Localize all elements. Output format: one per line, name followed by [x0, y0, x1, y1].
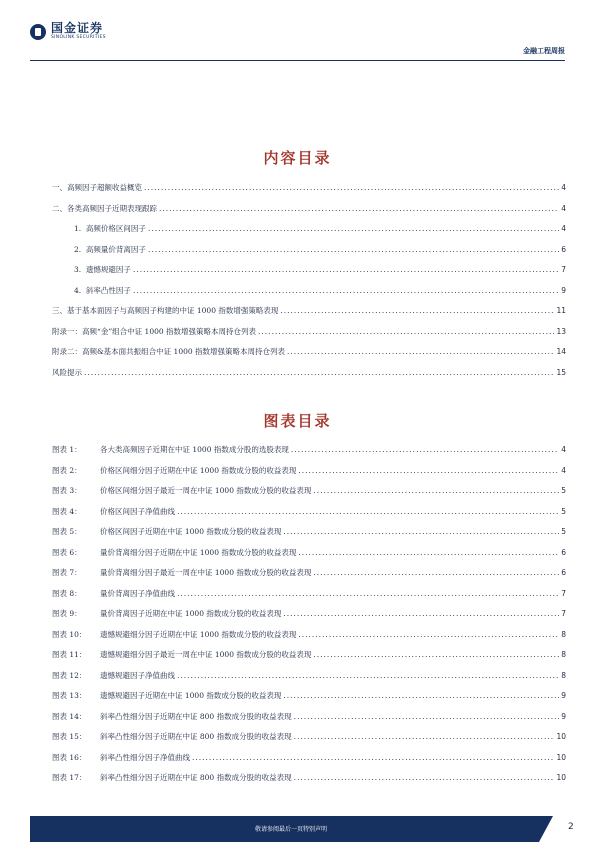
figure-entry-text [52, 588, 175, 599]
figure-number: 图表 3： [52, 486, 82, 495]
figure-entry[interactable] [52, 690, 566, 711]
figure-entry-page: 7 [561, 609, 566, 618]
figure-number: 图表 10： [52, 629, 87, 639]
toc-leader-dots [294, 732, 555, 741]
figure-entry-page: 5 [561, 486, 566, 495]
toc-entry[interactable] [52, 182, 566, 203]
toc-leader-dots [298, 466, 559, 475]
figure-entry-page: 4 [561, 445, 566, 454]
figure-number: 图表 17： [52, 773, 87, 782]
figure-entry-text [52, 670, 175, 681]
figure-entry-text [52, 608, 281, 619]
toc-entry[interactable] [52, 346, 566, 367]
toc-leader-dots [294, 712, 560, 721]
figure-number: 图表 9： [52, 609, 82, 618]
toc-leader-dots [133, 265, 559, 274]
figure-entry-label: 各大类高频因子近期在中证 1000 指数成分股的选股表现 [100, 445, 289, 454]
toc-entry[interactable] [52, 264, 566, 285]
figure-entry-label: 量价背离细分因子最近一周在中证 1000 指数成分股的收益表现 [100, 568, 312, 577]
page-number: 2 [568, 822, 574, 832]
figure-number: 图表 6： [52, 547, 82, 557]
figure-entry[interactable] [52, 670, 566, 691]
figure-entry-page: 7 [561, 588, 566, 598]
page-header [0, 0, 595, 66]
figure-entry-text [52, 711, 292, 722]
toc-leader-dots [177, 589, 559, 598]
toc-entry-page: 4 [561, 183, 566, 192]
figure-entry-text [52, 629, 296, 640]
figure-entry-label: 量价背离细分因子近期在中证 1000 指数成分股的收益表现 [100, 547, 297, 557]
figure-number: 图表 14： [52, 711, 87, 721]
toc-entry-label: 1. 高频价格区间因子 [74, 224, 146, 233]
figure-number: 图表 12： [52, 670, 87, 680]
figure-toc [52, 444, 566, 793]
toc-leader-dots [287, 347, 554, 356]
figure-entry-text [52, 526, 281, 537]
logo-english-name: SINOLINK SECURITIES [51, 35, 106, 40]
figure-entry-label: 量价背离因子净值曲线 [100, 588, 175, 598]
toc-entry-label: 3. 遗憾规避因子 [74, 265, 131, 274]
toc-leader-dots [133, 286, 559, 295]
toc-entry-page: 11 [556, 306, 566, 315]
figure-entry-text [52, 506, 175, 517]
footer-disclaimer: 敬请参阅最后一页特别声明 [254, 826, 327, 833]
footer-notch [539, 816, 553, 842]
toc-leader-dots [177, 507, 559, 516]
figure-entry-label: 遗憾规避因子净值曲线 [100, 670, 175, 680]
figure-entry-text [52, 772, 292, 783]
toc-entry-label: 4. 斜率凸性因子 [74, 285, 131, 295]
toc-leader-dots [280, 306, 554, 315]
figure-entry-page: 5 [561, 527, 566, 536]
toc-leader-dots [298, 630, 559, 639]
figure-entry-label: 量价背离因子近期在中证 1000 指数成分股的收益表现 [100, 609, 282, 618]
figure-entry[interactable] [52, 752, 566, 773]
figure-number: 图表 8： [52, 588, 82, 598]
figure-entry[interactable] [52, 567, 566, 588]
toc-leader-dots [177, 671, 559, 680]
toc-leader-dots [144, 183, 559, 192]
figure-entry-label: 遗憾规避细分因子近期在中证 1000 指数成分股的收益表现 [100, 629, 297, 639]
figure-entry-page: 10 [556, 732, 566, 741]
toc-entry-label: 附录二：高频&基本面共振组合中证 1000 指数增强策略本周持仓列表 [52, 347, 286, 356]
toc-leader-dots [84, 368, 554, 377]
toc-entry-label: 三、基于基本面因子与高频因子构建的中证 1000 指数增强策略表现 [52, 306, 279, 315]
figure-entry-label: 遗憾规避细分因子最近一周在中证 1000 指数成分股的收益表现 [100, 650, 312, 659]
toc-entry-label: 一、高频因子超额收益概览 [52, 183, 142, 192]
toc-entry-label: 2. 高频量价背离因子 [74, 244, 146, 254]
figure-entry-label: 遗憾规避因子近期在中证 1000 指数成分股的收益表现 [100, 691, 282, 700]
figure-entry[interactable] [52, 547, 566, 568]
toc-entry[interactable] [52, 326, 566, 347]
figure-entry-page: 10 [556, 773, 566, 782]
figure-entry[interactable] [52, 444, 566, 465]
figure-entry[interactable] [52, 526, 566, 547]
figure-entry[interactable] [52, 588, 566, 609]
logo-chinese-name: 国金证券 [51, 21, 104, 35]
toc-entry-label: 风险提示 [52, 367, 82, 377]
figure-number: 图表 7： [52, 568, 82, 577]
logo-icon [30, 24, 46, 40]
figure-number: 图表 13： [52, 691, 87, 700]
figure-number: 图表 11： [52, 650, 87, 659]
figure-entry[interactable] [52, 731, 566, 752]
figure-entry-text [52, 649, 311, 660]
figure-number: 图表 2： [52, 465, 82, 475]
toc-leader-dots [294, 773, 555, 782]
figure-entry-page: 5 [561, 506, 566, 516]
toc-entry[interactable] [52, 223, 566, 244]
figure-entry-text [52, 731, 292, 742]
toc-leader-dots [313, 650, 559, 659]
figure-entry-page: 10 [556, 752, 566, 762]
figure-entry-text [52, 485, 311, 496]
content-toc-title: 内容目录 [263, 149, 332, 167]
figure-entry-page: 9 [561, 711, 566, 721]
toc-leader-dots [148, 224, 559, 233]
figure-entry-label: 斜率凸性细分因子近期在中证 800 指数成分股的收益表现 [100, 732, 292, 741]
toc-entry[interactable] [52, 367, 566, 388]
figure-toc-title: 图表目录 [263, 412, 332, 430]
toc-entry[interactable] [52, 203, 566, 224]
report-type: 金融工程周报 [523, 46, 565, 55]
figure-number: 图表 4： [52, 506, 82, 516]
company-logo [30, 22, 106, 41]
figure-entry[interactable] [52, 608, 566, 629]
figure-entry-text [52, 444, 289, 455]
toc-entry[interactable] [52, 305, 566, 326]
figure-number: 图表 16： [52, 752, 87, 762]
figure-number: 图表 1： [52, 445, 82, 454]
toc-leader-dots [192, 753, 554, 762]
toc-entry-page: 4 [561, 203, 566, 213]
figure-entry-label: 价格区间细分因子最近一周在中证 1000 指数成分股的收益表现 [100, 486, 312, 495]
toc-entry-page: 9 [561, 285, 566, 295]
toc-leader-dots [283, 527, 559, 536]
toc-entry-page: 7 [561, 265, 566, 274]
toc-entry[interactable] [52, 285, 566, 306]
figure-entry-page: 4 [561, 465, 566, 475]
toc-entry-page: 15 [556, 367, 566, 377]
figure-entry-page: 8 [561, 629, 566, 639]
toc-leader-dots [258, 327, 554, 336]
figure-entry-text [52, 690, 281, 701]
toc-entry-page: 14 [556, 347, 566, 356]
figure-entry-page: 8 [561, 650, 566, 659]
figure-entry[interactable] [52, 485, 566, 506]
page-footer [30, 816, 552, 842]
figure-entry-text [52, 752, 190, 763]
toc-entry-page: 6 [561, 244, 566, 254]
toc-leader-dots [283, 609, 559, 618]
figure-entry-page: 6 [561, 547, 566, 557]
figure-entry[interactable] [52, 506, 566, 527]
figure-entry[interactable] [52, 711, 566, 732]
toc-entry-label: 附录一：高频“金”组合中证 1000 指数增强策略本周持仓列表 [52, 326, 257, 336]
figure-entry[interactable] [52, 629, 566, 650]
header-divider [30, 60, 565, 61]
figure-entry[interactable] [52, 772, 566, 793]
content-toc [52, 182, 566, 387]
figure-entry-text [52, 465, 296, 476]
toc-leader-dots [298, 548, 559, 557]
figure-entry-label: 斜率凸性细分因子近期在中证 800 指数成分股的收益表现 [100, 711, 292, 721]
toc-entry-label: 二、各类高频因子近期表现跟踪 [52, 203, 157, 213]
figure-number: 图表 15： [52, 732, 87, 741]
figure-entry-text [52, 567, 311, 578]
figure-entry-page: 8 [561, 670, 566, 680]
figure-entry-page: 9 [561, 691, 566, 700]
toc-leader-dots [148, 245, 559, 254]
figure-entry-label: 价格区间因子近期在中证 1000 指数成分股的收益表现 [100, 527, 282, 536]
figure-entry[interactable] [52, 465, 566, 486]
toc-leader-dots [159, 204, 559, 213]
figure-entry-page: 6 [561, 568, 566, 577]
figure-number: 图表 5： [52, 527, 82, 536]
toc-entry-page: 4 [561, 224, 566, 233]
figure-entry-label: 价格区间因子净值曲线 [100, 506, 175, 516]
figure-entry-label: 斜率凸性细分因子净值曲线 [100, 752, 190, 762]
toc-leader-dots [313, 568, 559, 577]
toc-leader-dots [283, 691, 559, 700]
toc-entry-page: 13 [556, 326, 566, 336]
figure-entry-text [52, 547, 296, 558]
figure-entry[interactable] [52, 649, 566, 670]
toc-leader-dots [313, 486, 559, 495]
figure-entry-label: 斜率凸性细分因子近期在中证 800 指数成分股的收益表现 [100, 773, 292, 782]
toc-leader-dots [291, 445, 559, 454]
figure-entry-label: 价格区间细分因子近期在中证 1000 指数成分股的收益表现 [100, 465, 297, 475]
toc-entry[interactable] [52, 244, 566, 265]
